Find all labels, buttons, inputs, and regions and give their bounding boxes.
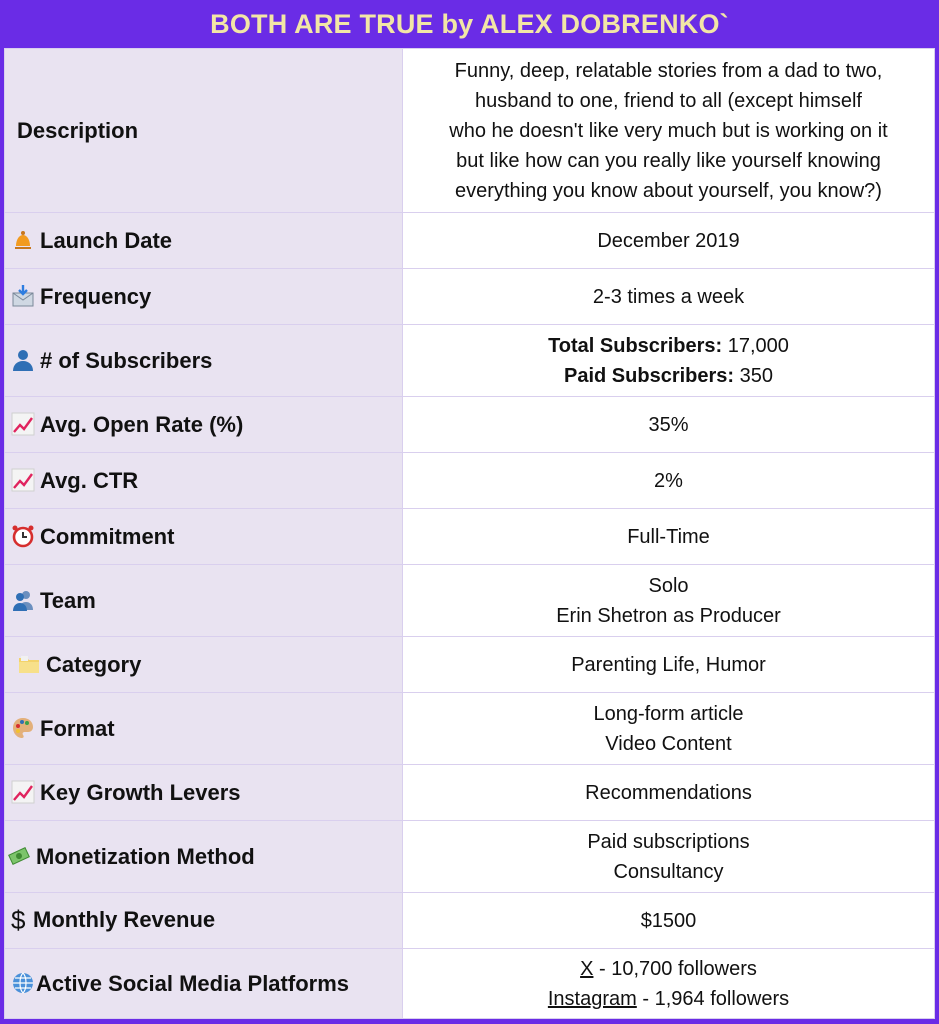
instagram-link[interactable]: Instagram — [547, 987, 637, 1010]
category-label-text: Category — [46, 651, 142, 677]
row-value-ctr: 2% — [403, 453, 935, 509]
money-wings-icon — [7, 844, 31, 868]
table-row-format — [5, 693, 935, 765]
format-line: Long-form article — [593, 702, 744, 725]
envelope-inbox-icon — [11, 284, 35, 308]
frequency-label-text: Frequency — [40, 283, 152, 309]
row-label-social — [5, 949, 403, 1019]
table-row-frequency — [5, 269, 935, 325]
team-line: Solo — [648, 574, 689, 597]
row-label-description: Description — [5, 49, 403, 213]
table-row-ctr — [5, 453, 935, 509]
description-line: husband to one, friend to all (except himself — [475, 89, 862, 112]
open-rate-label-text: Avg. Open Rate (%) — [40, 411, 244, 437]
total-subscribers-label: Total Subscribers: — [548, 334, 723, 357]
description-line: but like how can you really like yourself knowing — [456, 149, 881, 172]
x-followers-text: - 10,700 followers — [593, 957, 757, 980]
growth-levers-label-text: Key Growth Levers — [40, 779, 241, 805]
table-row-description — [5, 49, 935, 213]
table-row-open-rate — [5, 397, 935, 453]
row-value-subscribers — [403, 325, 935, 397]
row-label-format — [5, 693, 403, 765]
monetization-line: Consultancy — [613, 860, 724, 883]
person-icon — [11, 348, 35, 372]
row-label-open-rate — [5, 397, 403, 453]
ctr-label-text: Avg. CTR — [40, 467, 139, 493]
revenue-label-text: Monthly Revenue — [33, 907, 216, 932]
total-subscribers-line — [403, 331, 934, 361]
row-value-description — [403, 49, 935, 213]
table-row-subscribers — [5, 325, 935, 397]
row-label-team — [5, 565, 403, 637]
total-subscribers-value: 17,000 — [727, 334, 789, 357]
table-row-category — [5, 637, 935, 693]
monetization-line: Paid subscriptions — [587, 830, 750, 853]
format-label-text: Format — [40, 715, 115, 741]
social-label-text: Active Social Media Platforms — [36, 970, 349, 996]
palette-icon — [11, 716, 35, 740]
paid-subscribers-label: Paid Subscribers: — [564, 364, 735, 387]
row-value-monetization — [403, 821, 935, 893]
row-value-open-rate: 35% — [403, 397, 935, 453]
row-label-launch-date — [5, 213, 403, 269]
row-label-ctr — [5, 453, 403, 509]
row-value-commitment: Full-Time — [403, 509, 935, 565]
table-row-monetization — [5, 821, 935, 893]
table-row-commitment — [5, 509, 935, 565]
social-instagram-line — [403, 984, 934, 1014]
row-value-growth-levers: Recommendations — [403, 765, 935, 821]
description-line: everything you know about yourself, you know?) — [455, 179, 882, 202]
row-label-category — [5, 637, 403, 693]
page-title: BOTH ARE TRUE by ALEX DOBRENKO` — [210, 8, 729, 39]
instagram-followers-text: - 1,964 followers — [636, 987, 790, 1010]
row-label-commitment — [5, 509, 403, 565]
globe-icon — [11, 971, 35, 995]
description-line: who he doesn't like very much but is working on it — [449, 119, 888, 142]
team-label-text: Team — [40, 587, 96, 613]
row-value-category: Parenting Life, Humor — [403, 637, 935, 693]
row-label-monetization — [5, 821, 403, 893]
row-value-team — [403, 565, 935, 637]
chart-up-icon — [11, 412, 35, 436]
row-value-revenue: $1500 — [403, 893, 935, 949]
launch-date-label-text: Launch Date — [40, 227, 173, 253]
monetization-label-text: Monetization Method — [36, 843, 255, 869]
row-value-format — [403, 693, 935, 765]
commitment-label-text: Commitment — [40, 523, 175, 549]
folder-icon — [17, 652, 41, 676]
bell-icon — [11, 228, 35, 252]
social-x-line — [403, 954, 934, 984]
description-line: Funny, deep, relatable stories from a dad to two, — [454, 59, 883, 82]
paid-subscribers-value: 350 — [739, 364, 773, 387]
dollar-sign-icon: $ — [11, 905, 26, 935]
table-row-growth-levers — [5, 765, 935, 821]
table-row-revenue — [5, 893, 935, 949]
x-link[interactable]: X — [580, 957, 594, 980]
row-label-frequency — [5, 269, 403, 325]
paid-subscribers-line — [403, 361, 934, 391]
row-label-revenue — [5, 893, 403, 949]
table-row-team — [5, 565, 935, 637]
format-line: Video Content — [605, 732, 732, 755]
row-value-launch-date: December 2019 — [403, 213, 935, 269]
row-value-social — [403, 949, 935, 1019]
chart-up-icon — [11, 468, 35, 492]
people-icon — [11, 588, 35, 612]
subscribers-label-text: # of Subscribers — [40, 347, 213, 373]
row-label-subscribers — [5, 325, 403, 397]
row-value-frequency: 2-3 times a week — [403, 269, 935, 325]
table-row-social — [5, 949, 935, 1019]
alarm-clock-icon — [11, 524, 35, 548]
chart-up-icon — [11, 780, 35, 804]
newsletter-stats-table — [4, 48, 935, 1019]
row-label-growth-levers — [5, 765, 403, 821]
team-line: Erin Shetron as Producer — [556, 604, 781, 627]
table-row-launch-date — [5, 213, 935, 269]
